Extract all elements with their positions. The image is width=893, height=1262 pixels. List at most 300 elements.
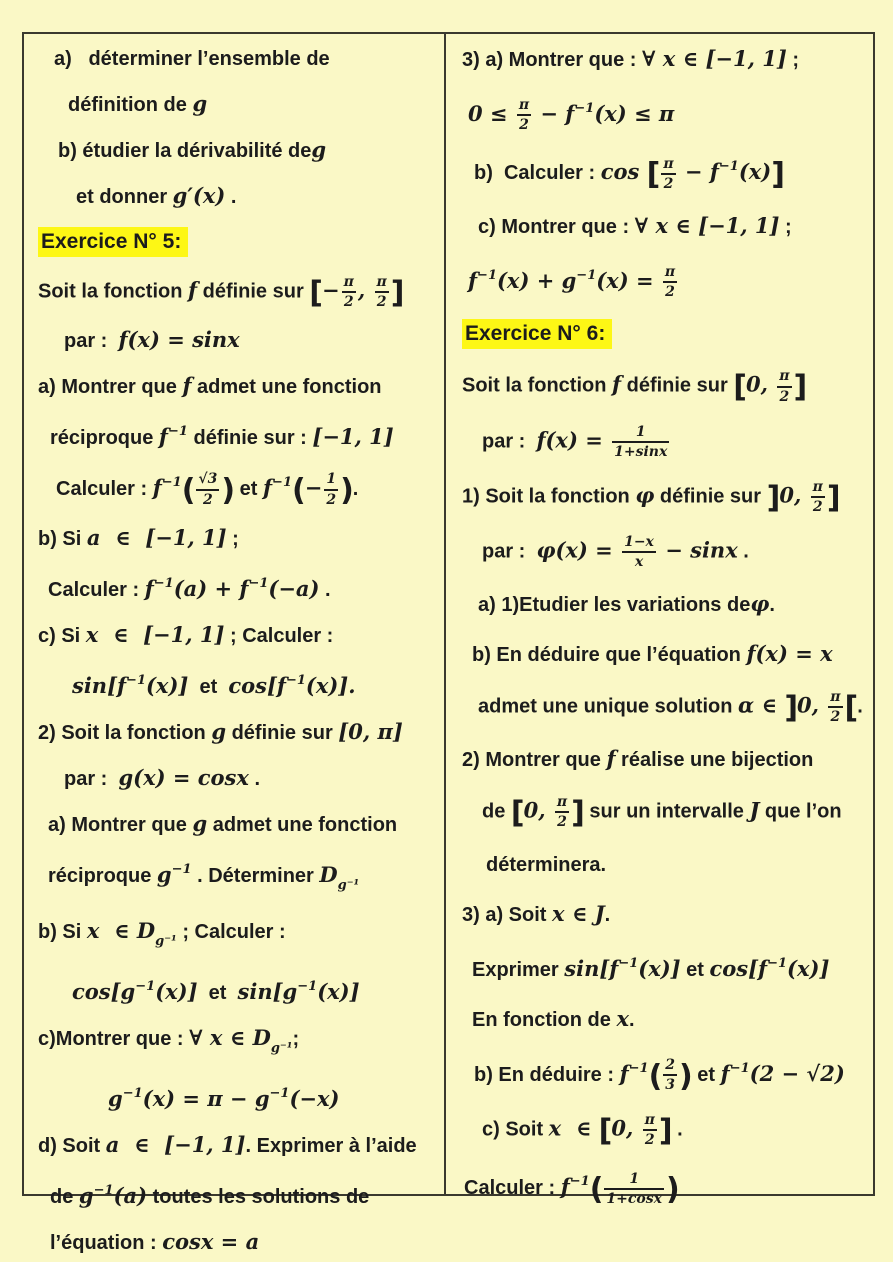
math-run: φ [750,591,770,617]
text-line [38,325,440,356]
bracket: ( [648,1058,662,1094]
text-run: a) 1)Etudier les variations de [478,594,751,617]
text-run: de [50,1185,79,1208]
math-run: f [619,1060,629,1086]
fraction [324,471,338,507]
fraction [342,274,356,310]
bracket: ] [766,480,780,516]
fraction-denominator: 1+cosx [606,1190,662,1207]
fraction-denominator: 2 [376,294,387,311]
text-line [38,666,440,702]
bracket: ) [340,473,353,509]
bracket: ( [292,473,305,509]
fraction [517,97,531,133]
text-run: et [197,981,238,1004]
text-line [38,763,440,794]
fraction-denominator: 2 [665,284,675,301]
text-line [462,261,869,300]
text-run: Calculer : [48,578,145,601]
text-run: et [188,675,229,698]
fraction [811,479,825,515]
bracket: ] [658,1113,672,1149]
text-run: Soit la fonction [462,375,612,398]
bracket: ) [221,473,235,509]
text-run: c) Montrer que : [478,215,635,238]
superscript: −1 [729,1060,750,1076]
math-run: (x)] [638,955,681,981]
text-line [38,1023,440,1064]
math-run: f [144,575,154,601]
math-run: (2 − √2) [749,1060,845,1086]
superscript: −1 [126,672,146,688]
text-run: admet une fonction [207,813,398,836]
text-run: et [234,478,263,501]
math-run: f [560,1174,570,1200]
text-line [38,1176,440,1212]
text-run: Calculer : [56,478,153,501]
fraction-denominator: 2 [644,1132,655,1149]
fraction-numerator: 1 [604,1171,664,1190]
superscript: −1 [574,101,595,116]
text-line [38,569,440,605]
text-run: . [352,478,359,501]
text-run: définition de [68,94,193,116]
fraction-numerator: 1 [612,424,669,443]
math-run: f(x) = x [746,641,833,667]
fraction-denominator: 2 [557,814,567,831]
superscript: −1 [135,978,156,994]
fraction-numerator: π [777,368,791,387]
text-run: d) Soit [38,1134,106,1157]
math-run: D [319,861,338,887]
text-run: et [691,1063,721,1086]
superscript: −1 [171,861,192,877]
text-line [462,94,869,133]
text-line [462,152,869,191]
text-run: réalise une bijection [615,749,814,772]
math-run: f [612,372,622,398]
text-run: ; [779,215,792,238]
fraction [828,689,842,725]
superscript: −1 [248,575,269,591]
bracket: [ [598,1113,612,1149]
text-line [38,417,440,453]
math-run: g′(x) [172,183,226,208]
math-run: x ∈ [−1, 1] [85,621,225,647]
text-run: . [857,695,863,718]
math-run: 0, [779,482,809,508]
text-run: 2) Montrer que [462,749,607,772]
text-run: définie sur [654,485,767,508]
text-run: par : [482,430,537,453]
bracket: [ [646,157,660,193]
math-run: 0 ≤ [468,101,515,126]
fraction [604,1171,664,1207]
text-line [462,479,869,515]
text-line [462,639,869,670]
math-run: (x)] [155,978,198,1004]
math-run: x ∈ [548,1115,599,1141]
fraction [643,1112,657,1148]
text-run: Calculer : [464,1177,561,1200]
math-run: sin[g [237,978,298,1004]
text-run: . [319,578,331,601]
fraction [622,534,656,570]
bracket: ) [665,1172,679,1208]
text-line [38,1130,440,1161]
text-run: ; [226,527,239,550]
superscript: −1 [122,1085,143,1101]
text-line [462,1167,869,1206]
bracket: ] [793,370,807,406]
superscript: −1 [569,1174,590,1190]
bracket: ( [589,1172,603,1208]
text-run: ; Calculer : [224,624,334,647]
text-line [462,1004,869,1035]
fraction-denominator: 2 [343,294,354,311]
bracket: ] [826,480,840,516]
superscript: −1 [477,267,497,283]
exercise-heading [38,227,440,257]
text-run: déterminera. [486,853,607,876]
text-line [462,534,869,570]
math-run: (−a) [268,575,320,601]
math-run: J [749,798,760,824]
fraction-numerator: π [375,274,389,293]
text-run: b) Si [38,527,87,550]
fraction-numerator: 1−x [622,534,656,553]
math-run: g(x) = cosx [118,764,249,790]
math-run: ∀ x ∈ [−1, 1] [634,212,780,238]
bracket: [ [510,796,524,832]
text-run: Exercice N° 6: [465,322,606,346]
text-line [38,1079,440,1115]
math-run: − f [677,159,719,185]
math-run: 0, [746,372,776,398]
text-run: admet une unique solution [478,695,738,718]
text-run: toutes les solutions de [147,1185,370,1208]
text-run: ; [292,1027,300,1050]
column-left [24,34,444,1254]
math-run: φ [635,482,655,508]
text-run: En fonction de [472,1008,617,1031]
math-run: 0, [523,798,553,824]
math-run: − [304,475,323,501]
text-line [38,371,440,402]
math-run: (x) = [596,267,661,293]
bracket: [ [733,370,747,406]
math-run: f [182,373,192,399]
text-line [38,620,440,651]
bracket: ] [784,690,798,726]
document-table [22,32,875,1254]
math-run: − [322,277,340,303]
fraction [777,368,791,404]
text-run: a) Montrer que [48,813,193,836]
math-run: f [188,277,198,303]
math-run: (x) ≤ π [594,101,675,126]
text-run: . [604,903,611,926]
text-line [38,1227,440,1258]
text-run: définie sur [197,280,310,303]
text-line [38,809,440,840]
math-run: cos[f [228,672,286,698]
math-run: f [152,475,162,501]
superscript: −1 [272,475,292,491]
text-line [38,274,440,310]
math-run: 0, [797,692,827,718]
math-run: f [720,1060,730,1086]
fraction [612,424,669,460]
superscript: −1 [628,1060,649,1076]
superscript: −1 [285,672,306,688]
math-run: ∀ x ∈ D [189,1024,271,1050]
column-right [444,34,873,1208]
text-run: que l’on [759,801,842,824]
fraction-numerator: π [517,97,531,116]
text-line [38,855,440,901]
text-run: . Déterminer [191,864,320,887]
fraction-denominator: 2 [663,175,674,192]
math-run: g [211,718,227,744]
math-run: g [156,861,172,887]
highlight [38,227,188,257]
math-run: g [108,1085,123,1111]
text-line [462,424,869,460]
math-run: cos[f [709,955,768,981]
math-run: f [158,424,168,450]
math-run: a ∈ [−1, 1] [86,524,227,550]
text-run: Soit la fonction [38,280,188,303]
subscript: g⁻¹ [270,1040,293,1056]
math-run: f [468,267,478,293]
exercise-heading [462,319,869,349]
fraction-denominator: 2 [519,117,529,134]
math-run: cosx = a [162,1228,260,1254]
math-run: sin[f [72,672,127,698]
fraction-denominator: 2 [812,498,823,515]
math-run: [−1, 1] [312,424,394,450]
highlight [462,319,612,349]
text-run: définie sur : [187,427,313,450]
text-run: définie sur [621,375,734,398]
text-run: c)Montrer que : [38,1027,190,1050]
text-line [462,1054,869,1093]
math-run: sin[f [564,955,619,981]
text-run: admet une fonction [191,376,382,399]
math-run: (a) + f [173,575,249,601]
bracket: [ [309,275,323,311]
text-run: b) En déduire : [474,1063,620,1086]
text-run: a) Montrer que [38,376,183,399]
math-run: ∀ x ∈ [−1, 1] [642,46,787,71]
fraction-numerator: π [661,156,675,175]
text-run: . [628,1008,635,1031]
text-run: . Exprimer à l’aide [245,1134,417,1157]
text-run: ; [786,49,800,71]
subscript: g⁻¹ [155,933,177,949]
subscript: g⁻¹ [337,877,360,893]
math-run: f(x) = sinx [118,327,240,353]
math-run: (x) [738,159,772,185]
fraction [196,471,219,507]
text-run: l’équation : [50,1231,163,1254]
text-line [462,1112,869,1148]
superscript: −1 [153,575,174,591]
bracket: ) [679,1058,692,1094]
text-run: sur un intervalle [583,801,750,824]
text-line [462,589,869,620]
math-run: (x) + g [497,267,577,293]
superscript: −1 [767,955,788,971]
text-line [462,744,869,775]
text-run: b) Si [38,920,87,943]
fraction [663,264,677,300]
math-run: f(x) = [536,427,611,453]
superscript: −1 [297,978,318,994]
fraction [661,156,675,192]
fraction-denominator: 2 [830,709,841,726]
fraction-denominator: x [634,554,644,571]
text-line [38,135,440,166]
text-run: réciproque [50,427,159,450]
text-line [462,949,869,985]
fraction [663,1057,677,1093]
superscript: −1 [269,1085,290,1101]
text-run: b) étudier la dérivabilité de [58,140,312,162]
text-run: par : [64,330,119,353]
math-run: (x)] [146,672,189,698]
text-line [38,717,440,748]
superscript: −1 [576,267,597,283]
fraction-numerator: π [643,1112,657,1131]
math-run: , [357,277,373,303]
fraction-numerator: π [811,479,825,498]
text-line [38,468,440,507]
text-line [38,44,440,74]
bracket: ] [571,796,584,832]
math-run: 0, [611,1115,641,1141]
fraction [555,794,569,830]
fraction-denominator: 2 [203,491,213,508]
text-run: par : [64,767,119,790]
text-run: réciproque [48,864,157,887]
text-run: 3) a) Soit [462,903,553,926]
text-run: b) En déduire que l’équation [472,644,747,667]
text-run: c) Si [38,624,86,647]
math-run: f [606,746,616,772]
math-run: g [192,810,208,836]
text-run: a) déterminer l’ensemble de [54,48,330,70]
text-run: . [769,594,775,617]
text-run: et [680,958,710,981]
math-run: f [263,475,273,501]
math-run: φ(x) = [536,537,621,563]
superscript: −1 [718,159,739,175]
text-line [462,211,869,242]
text-run: c) Soit [482,1118,549,1141]
text-line [38,181,440,212]
math-run: (x) = π − g [142,1085,270,1111]
math-run: − sinx [657,537,738,563]
fraction-denominator: 1+sinx [614,443,668,460]
bracket: ] [771,157,784,193]
text-run: de [482,801,511,824]
math-run: g [78,1182,94,1208]
text-run: 1) Soit la fonction [462,485,636,508]
text-line [462,368,869,404]
fraction-denominator: 3 [665,1076,676,1093]
text-line [462,794,869,830]
text-line [462,44,869,75]
text-run: Exprimer [472,958,565,981]
text-run: et donner [76,186,173,208]
superscript: −1 [161,475,182,491]
bracket: ( [181,473,195,509]
text-line [38,972,440,1008]
text-run: ; Calculer : [176,920,286,943]
math-run: x ∈ D [86,917,156,943]
text-run: définie sur [226,721,339,744]
math-run: [0, π] [338,718,403,744]
math-run: (x)] [787,955,830,981]
bracket: ] [390,275,404,311]
math-run: (−x) [289,1085,340,1111]
math-run: (a) [113,1182,148,1208]
text-run: par : [482,540,537,563]
fraction-numerator: 2 [663,1057,677,1076]
text-line [462,899,869,930]
text-run: b) Calculer : [474,162,601,185]
fraction [375,274,389,310]
math-run: (x)]. [305,672,356,698]
text-run: . [225,186,237,208]
math-run: − f [533,101,575,126]
math-run: (x)] [317,978,360,1004]
superscript: −1 [167,424,188,440]
fraction-numerator: 1 [324,471,338,490]
fraction-numerator: √3 [196,471,219,490]
fraction-denominator: 2 [326,491,337,508]
text-run: 3) a) Montrer que : [462,49,643,71]
fraction-numerator: π [342,274,356,293]
math-run: α ∈ [738,692,785,718]
text-line [462,850,869,880]
bracket: [ [844,690,858,726]
math-run: cos[g [72,978,136,1004]
text-line [38,89,440,120]
text-line [462,689,869,725]
math-run: g [192,91,208,116]
text-run: 2) Soit la fonction [38,721,212,744]
math-run: cos [600,159,647,185]
math-run: a ∈ [−1, 1] [105,1131,246,1157]
text-run: . [248,767,261,790]
math-run: x ∈ J [552,900,605,926]
math-run: g [311,137,327,162]
superscript: −1 [93,1182,114,1198]
text-run: . [737,540,749,563]
math-run: x [616,1005,629,1031]
superscript: −1 [618,955,639,971]
text-line [38,916,440,957]
fraction-numerator: π [828,689,842,708]
fraction-numerator: π [555,794,569,813]
text-run: . [671,1118,683,1141]
text-line [38,523,440,554]
fraction-numerator: π [663,264,677,283]
text-run: Exercice N° 5: [41,230,182,253]
